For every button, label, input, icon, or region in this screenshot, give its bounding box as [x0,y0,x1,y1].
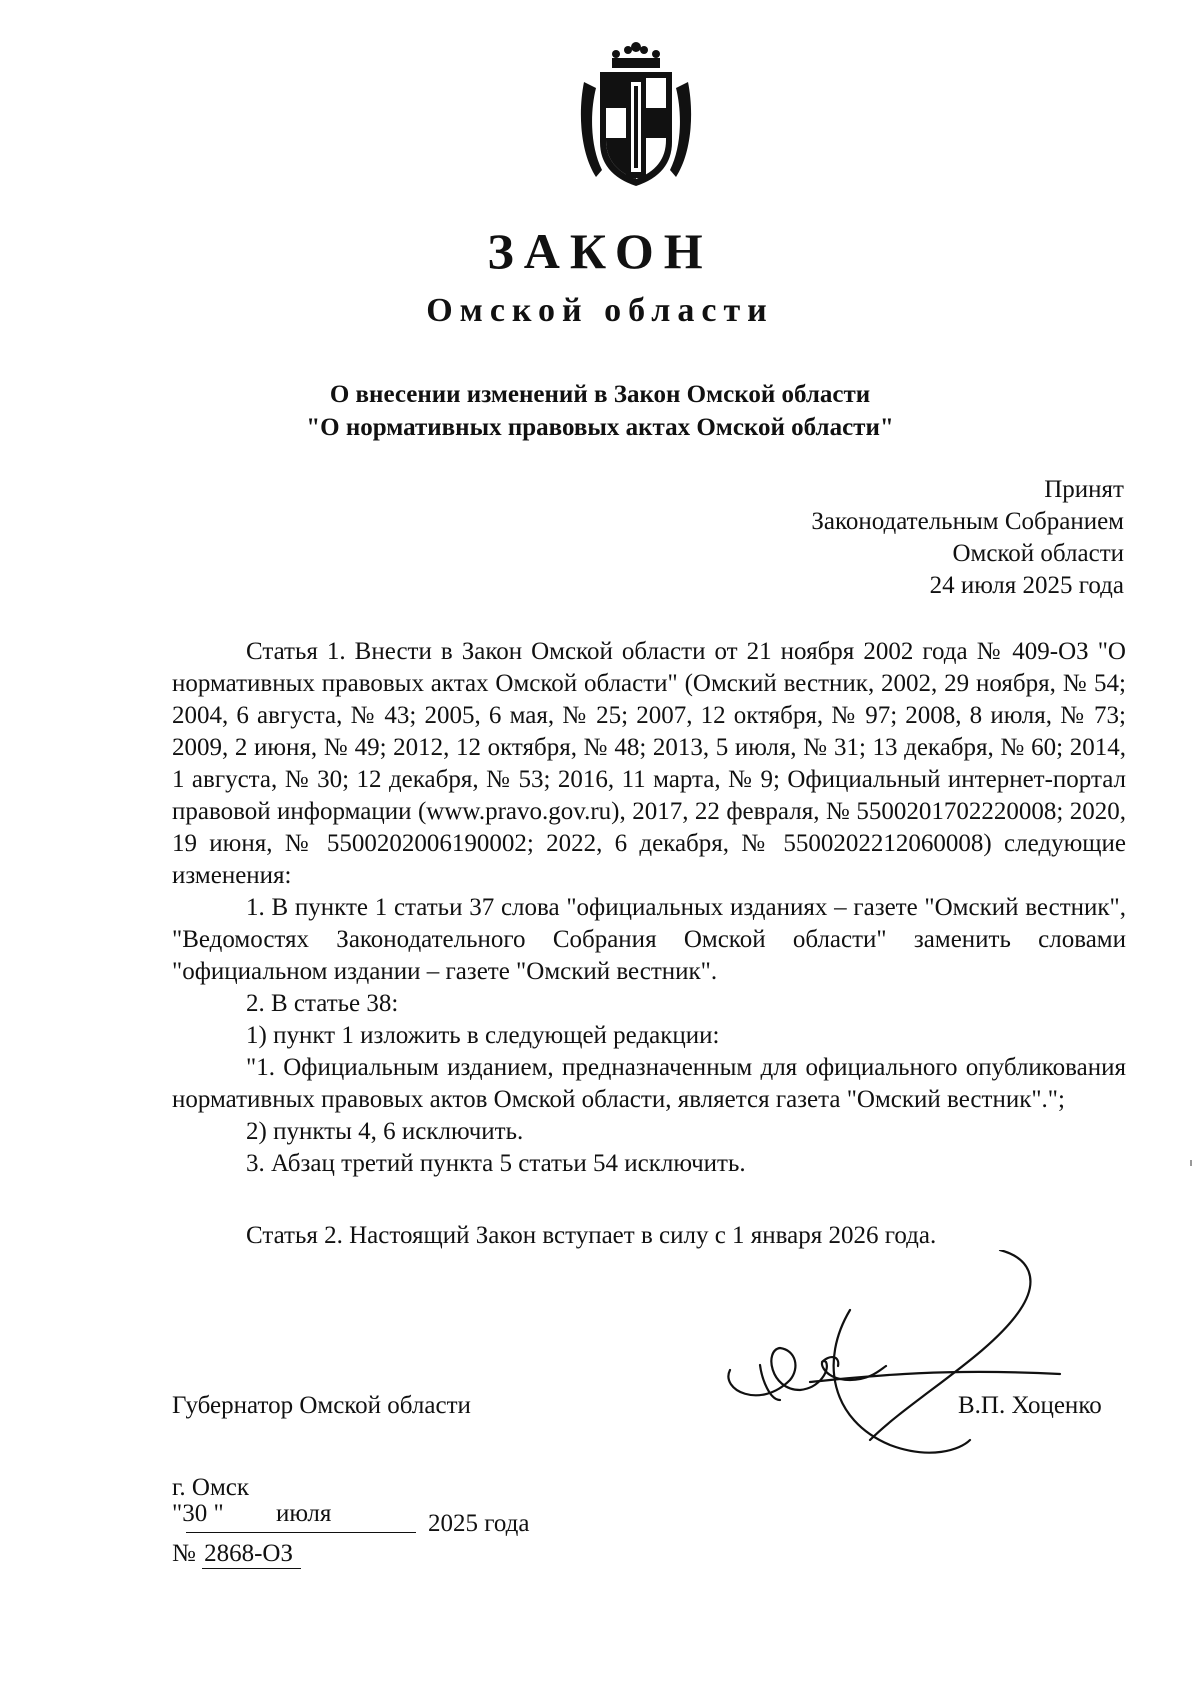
adoption-line-1: Принят [1044,476,1124,503]
adoption-line-3: Омской области [952,540,1124,567]
signatory-name: В.П. Хоценко [958,1392,1102,1419]
article-1-item-2-sub-1-quote: "1. Официальным изданием, предназначенным для официального опубликования нормативных правовых актов Омской области, является газета "Омский вестник"."; [172,1054,1126,1113]
article-1-item-2-sub-1: 1) пункт 1 изложить в следующей редакции: [246,1022,720,1049]
date-underline [186,1532,416,1533]
adoption-line-2: Законодательным Собранием [811,508,1124,535]
coat-of-arms-emblem [576,42,696,192]
article-2-text: Статья 2. Настоящий Закон вступает в силу с 1 января 2026 года. [246,1222,937,1249]
signatory-position: Губернатор Омской области [172,1392,471,1419]
article-1-text: Статья 1. Внести в Закон Омской области от 21 ноября 2002 года № 409-ОЗ "О нормативных правовых актах Омской области" (Омский вестник, 2002, 29 ноября, № 54; 2004, 6 августа, № 43; 2005, 6 мая, № 25; 2007, 12 октября, № 97; 2008, 8 июля, № 73; 2009, 2 июня, № 49; 2012, 12 октября, № 48; 2013, 5 июля, № 31; 13 декабря, № 60; 2014, 1 августа, № 30; 12 декабря, № 53; 2016, 11 марта, № 9; Официальный интернет-портал правовой информации (www.pravo.gov.ru), 2017, 22 февраля, № 5500201702220008; 2020, 19 июня, № 5500202006190002; 2022, 6 декабря, № 5500202212060008) следующие изменения: [172,638,1126,889]
adoption-date: 24 июля 2025 года [929,572,1124,599]
law-number-value: 2868-ОЗ [202,1540,301,1569]
law-number [172,1540,301,1569]
article-1-item-2: 2. В статье 38: [246,990,399,1017]
signing-day: "30 " [172,1500,224,1527]
signing-year: 2025 года [428,1510,530,1537]
signing-month: июля [276,1500,332,1527]
document-region-subtitle: Омской области [426,292,774,329]
law-heading-line-1: О внесении изменений в Закон Омской области [329,381,871,408]
article-1-item-1: 1. В пункте 1 статьи 37 слова "официальных изданиях – газете "Омский вестник", "Ведомостях Законодательного Собрания Омской области" заменить словами "официальном издании – газете "Омский вестник". [172,894,1126,985]
law-heading [0,378,1200,444]
law-number-prefix: № [172,1540,196,1567]
scan-mark [1190,1160,1192,1166]
law-body [172,636,1126,1252]
document-type-title: ЗАКОН [487,223,713,279]
handwritten-signature [700,1250,1080,1480]
place-of-signing: г. Омск [172,1474,250,1501]
signing-date [172,1500,572,1540]
adoption-block [811,474,1124,602]
law-heading-line-2: "О нормативных правовых актах Омской области" [306,414,894,441]
article-1-item-2-sub-2: 2) пункты 4, 6 исключить. [246,1118,524,1145]
article-1-item-3: 3. Абзац третий пункта 5 статьи 54 исключить. [246,1150,746,1177]
